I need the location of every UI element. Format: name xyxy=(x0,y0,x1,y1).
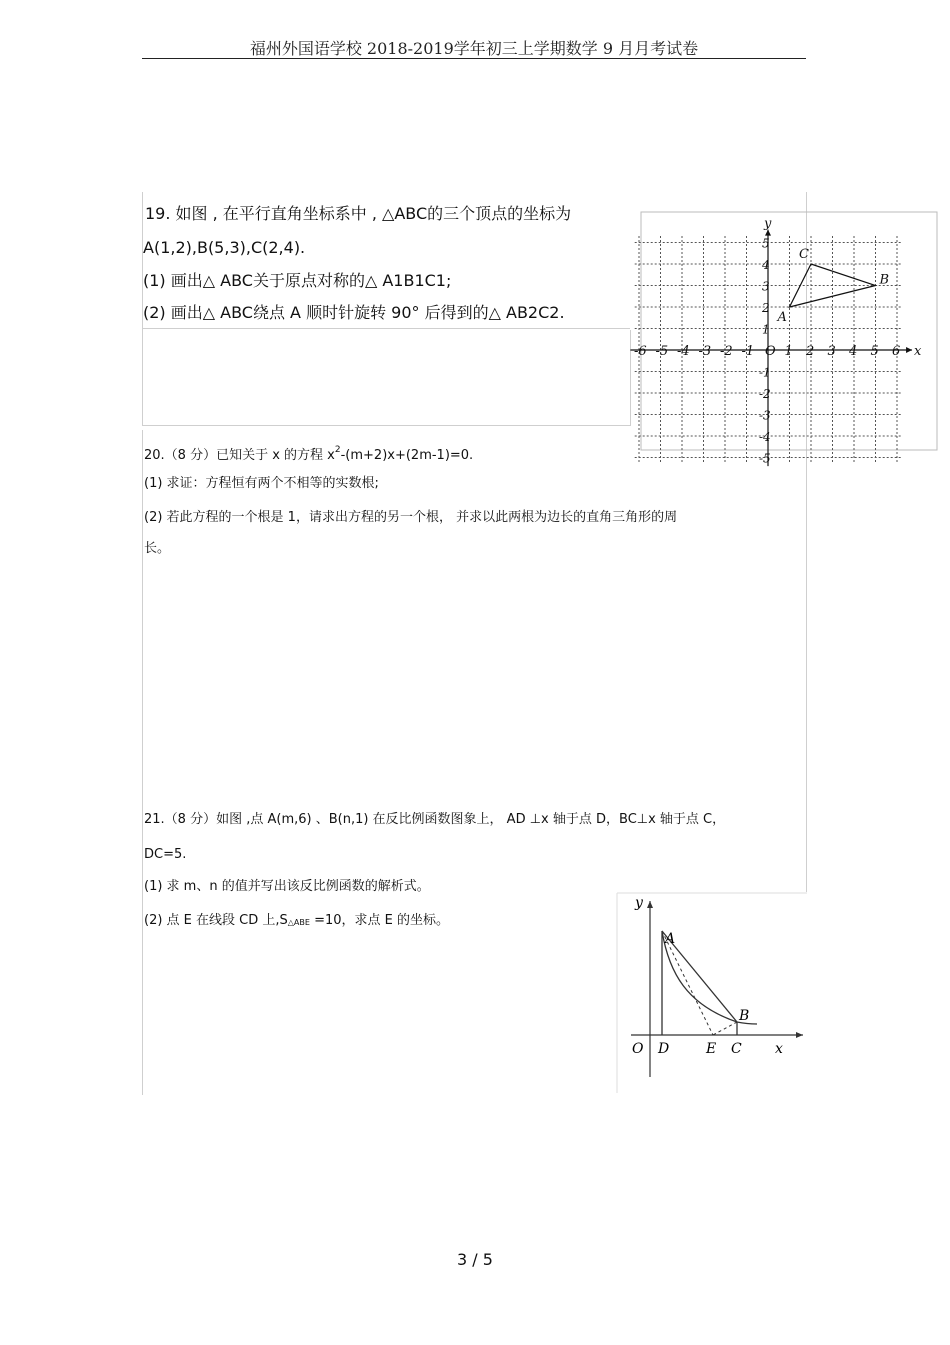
q21-line1: 21.（8 分）如图 ,点 A(m,6) 、B(n,1) 在反比例函数图象上， AD ⊥x 轴于点 D，BC⊥x 轴于点 C， xyxy=(144,812,726,827)
q19-x-tick-label: -5 xyxy=(655,344,669,359)
q21-part1: (1) 求 m、n 的值并写出该反比例函数的解析式。 xyxy=(144,879,430,894)
frame-right-q19 xyxy=(630,330,631,426)
q19-part2: (2) 画出△ ABC绕点 A 顺时针旋转 90° 后得到的△ AB2C2. xyxy=(143,303,565,322)
q19-x-tick-label: 2 xyxy=(806,344,815,359)
q21-label-y: y xyxy=(635,895,643,911)
frame-bottom-q19 xyxy=(142,425,630,426)
q19-y-tick-label: 3 xyxy=(762,279,770,294)
page-header: 福州外国语学校 2018-2019学年初三上学期数学 9 月月考试卷 xyxy=(249,39,699,58)
frame-left-lower xyxy=(142,430,143,1095)
header-rule xyxy=(142,58,806,59)
q21-hyperbola-figure xyxy=(617,893,807,1093)
q19-x-tick-label: -2 xyxy=(720,344,733,359)
q19-vertex-label: C xyxy=(799,247,809,262)
q21-area-subscript: △ABE xyxy=(287,918,310,927)
q20-part2-cont: 长。 xyxy=(144,541,171,556)
q19-y-axis-label: y xyxy=(764,216,772,232)
q19-vertex-label: A xyxy=(777,310,787,325)
q21-part2 xyxy=(144,913,449,931)
q21-label-a: A xyxy=(665,931,676,947)
q19-vertex-label: B xyxy=(879,272,890,288)
q19-y-tick-label: -2 xyxy=(759,387,771,401)
q19-y-tick-label: -5 xyxy=(759,451,771,466)
q19-y-tick-label: -1 xyxy=(759,365,771,380)
q20-intro-a: 20.（8 分）已知关于 x 的方程 x xyxy=(144,448,335,463)
q19-y-tick-label: 1 xyxy=(762,322,770,337)
q19-y-tick-label: 2 xyxy=(762,301,770,315)
q19-x-tick-label: -4 xyxy=(677,344,690,359)
q19-y-tick-label: -3 xyxy=(759,408,771,423)
q19-x-tick-label: 3 xyxy=(827,344,836,359)
q19-origin-label: O xyxy=(765,344,776,359)
q21-label-x: x xyxy=(775,1041,783,1057)
q19-y-tick-label: 4 xyxy=(762,258,770,272)
q21-line2: DC=5. xyxy=(144,847,187,862)
q19-x-tick-label: -1 xyxy=(741,344,755,359)
q19-y-tick-label: 5 xyxy=(762,236,770,251)
q19-x-axis-label: x xyxy=(914,344,922,359)
q19-grid-labels xyxy=(634,217,922,466)
q20-intro-b: -(m+2)x+(2m-1)=0. xyxy=(340,448,474,463)
q19-line2: A(1,2),B(5,3),C(2,4). xyxy=(143,238,306,257)
q20-exponent: 2 xyxy=(334,445,341,455)
q21-part2-a: (2) 点 E 在线段 CD 上,S xyxy=(144,913,288,928)
q20-part1: (1) 求证：方程恒有两个不相等的实数根; xyxy=(144,476,379,491)
q19-x-arrow xyxy=(906,347,912,353)
q20-intro xyxy=(144,442,473,464)
q21-x-arrow xyxy=(796,1032,803,1038)
q19-x-tick-label: 4 xyxy=(849,344,858,359)
q19-x-tick-label: -3 xyxy=(698,344,712,359)
q21-label-b: B xyxy=(739,1008,750,1024)
q19-x-tick-label: 5 xyxy=(870,344,879,359)
q21-label-d: D xyxy=(658,1041,670,1057)
q19-y-tick-label: -4 xyxy=(759,430,771,444)
q21-label-e: E xyxy=(706,1041,717,1057)
page-number: 3 / 5 xyxy=(457,1250,493,1269)
q19-coordinate-grid xyxy=(634,200,938,466)
q21-y-arrow xyxy=(647,901,653,908)
q19-x-tick-label: 1 xyxy=(784,344,793,359)
q21-label-o: O xyxy=(632,1041,644,1057)
q21-dashed-be xyxy=(713,1022,737,1035)
q21-label-c: C xyxy=(731,1041,742,1057)
q20-part2: (2) 若此方程的一个根是 1，请求出方程的另一个根， 并求以此两根为边长的直角三角形的周 xyxy=(144,510,678,525)
q19-x-tick-label: -6 xyxy=(634,344,647,359)
frame-mid-rule xyxy=(142,328,630,329)
q19-part1: (1) 画出△ ABC关于原点对称的△ A1B1C1; xyxy=(143,271,452,290)
q19-line1: 19. 如图 , 在平行直角坐标系中 , △ABC的三个顶点的坐标为 xyxy=(145,204,572,223)
q21-part2-b: =10，求点 E 的坐标。 xyxy=(309,913,449,928)
q19-x-tick-label: 6 xyxy=(892,344,901,359)
